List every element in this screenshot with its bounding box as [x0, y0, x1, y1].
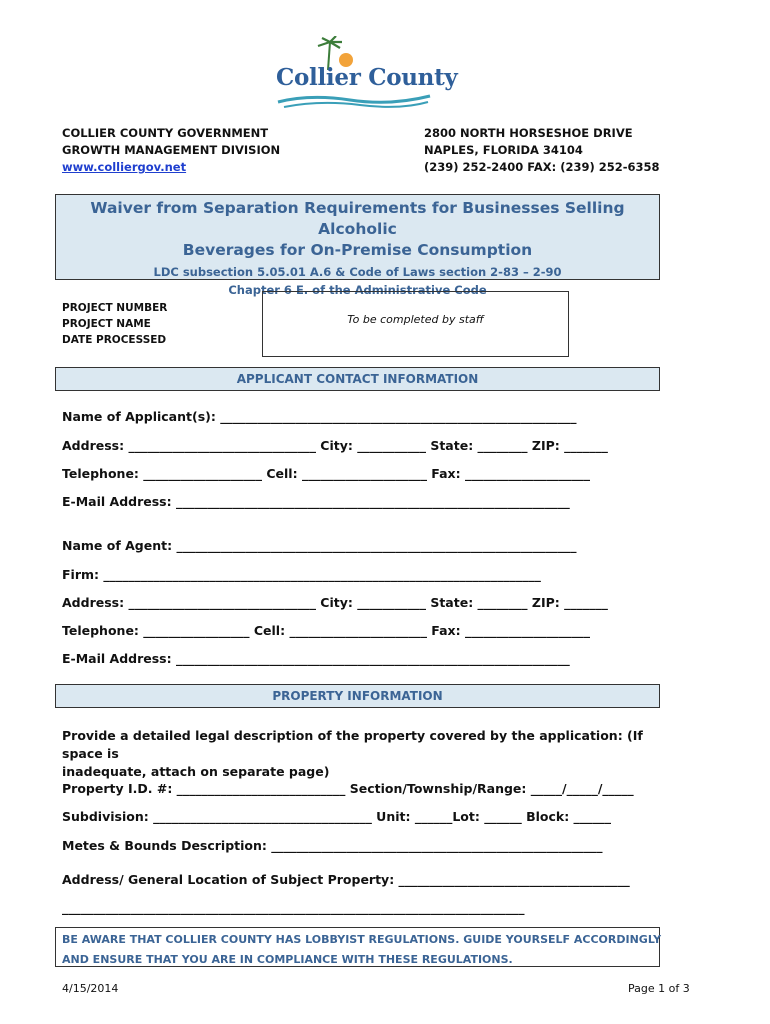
applicant-email-field[interactable]: E-Mail Address: _______________________________________________________________ [62, 494, 570, 509]
footer-date: 4/15/2014 [62, 982, 119, 995]
agent-address-field[interactable]: Address: ______________________________ City: ___________ State: ________ ZIP: _______ [62, 595, 608, 610]
staff-use-box[interactable] [262, 291, 569, 357]
metes-bounds-field[interactable]: Metes & Bounds Description: _____________________________________________________ [62, 838, 603, 853]
applicant-name-field[interactable]: Name of Applicant(s): _________________________________________________________ [62, 409, 577, 424]
title-line-1: Waiver from Separation Requirements for Businesses Selling Alcoholic [90, 199, 625, 238]
street-address: 2800 NORTH HORSESHOE DRIVE [424, 126, 633, 140]
form-title [56, 198, 659, 261]
property-location-continued[interactable]: __________________________________________________________________________ [62, 900, 525, 915]
project-labels [62, 300, 167, 348]
logo-text: Collier County [276, 64, 458, 91]
title-line-2: Beverages for On-Premise Consumption [182, 241, 533, 259]
lobbyist-notice [55, 927, 660, 967]
subdivision-field[interactable]: Subdivision: ___________________________________ Unit: ______Lot: ______ Block: ______ [62, 809, 612, 824]
property-instructions-line-2: inadequate, attach on separate page) [62, 764, 330, 779]
city-address: NAPLES, FLORIDA 34104 [424, 143, 583, 157]
notice-line-1: BE AWARE THAT COLLIER COUNTY HAS LOBBYIST REGULATIONS. GUIDE YOURSELF ACCORDINGLY [62, 933, 662, 946]
website-link[interactable]: www.colliergov.net [62, 160, 187, 174]
property-id-field[interactable]: Property I.D. #: ___________________________ Section/Township/Range: _____/_____/_____ [62, 781, 634, 796]
property-instructions-line-1: Provide a detailed legal description of the property covered by the application: (If space is [62, 728, 643, 761]
form-title-box [55, 194, 660, 297]
agent-phone-field[interactable]: Telephone: _________________ Cell: ______________________ Fax: ____________________ [62, 623, 590, 638]
applicant-phone-field[interactable]: Telephone: ___________________ Cell: ____________________ Fax: ____________________ [62, 466, 590, 481]
address-block [424, 125, 660, 176]
notice-line-2: AND ENSURE THAT YOU ARE IN COMPLIANCE WITH THESE REGULATIONS. [62, 953, 513, 966]
applicant-section-heading: APPLICANT CONTACT INFORMATION [55, 367, 660, 391]
date-processed-label: DATE PROCESSED [62, 334, 167, 346]
division-name: GROWTH MANAGEMENT DIVISION [62, 143, 281, 157]
agent-firm-field[interactable]: Firm: ______________________________________________________________________ [62, 567, 541, 582]
phone-fax: (239) 252-2400 FAX: (239) 252-6358 [424, 160, 660, 174]
applicant-address-field[interactable]: Address: ______________________________ City: ___________ State: ________ ZIP: _______ [62, 438, 608, 453]
project-name-label: PROJECT NAME [62, 318, 151, 330]
agency-name: COLLIER COUNTY GOVERNMENT [62, 126, 269, 140]
property-location-field[interactable]: Address/ General Location of Subject Property: _____________________________________ [62, 872, 630, 887]
staff-note: To be completed by staff [347, 313, 484, 326]
agent-name-field[interactable]: Name of Agent: ________________________________________________________________ [62, 538, 577, 553]
subtitle-line-1: LDC subsection 5.05.01 A.6 & Code of Laws section 2-83 – 2-90 [153, 265, 562, 279]
property-instructions [62, 727, 652, 781]
subtitle-line-2: Chapter 6 E. of the Administrative Code [228, 283, 487, 297]
footer-page-number: Page 1 of 3 [628, 982, 690, 995]
collier-county-logo [270, 36, 458, 110]
agent-email-field[interactable]: E-Mail Address: _______________________________________________________________ [62, 651, 570, 666]
agency-block [62, 125, 280, 176]
property-section-heading: PROPERTY INFORMATION [55, 684, 660, 708]
project-number-label: PROJECT NUMBER [62, 302, 168, 314]
